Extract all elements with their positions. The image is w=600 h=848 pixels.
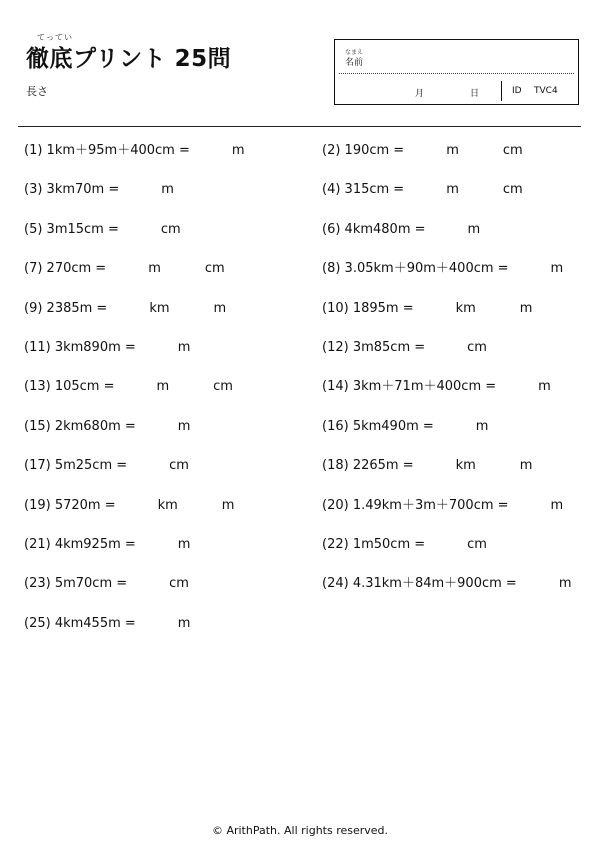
problem-item (322, 497, 564, 514)
id-value: TVC4 (534, 86, 558, 96)
problem-expression: 270cm = (42, 261, 107, 277)
month-label: 月 (415, 89, 425, 99)
problem-expression: 4km925m = (50, 537, 136, 552)
problem-expression: 2km680m = (50, 418, 136, 434)
header-divider (18, 126, 581, 127)
problem-number: (18) (322, 458, 349, 474)
problem-item (24, 458, 189, 474)
problem-expression: 5km490m = (348, 418, 434, 434)
answer-unit: m (177, 418, 191, 434)
problem-expression: 5720m = (50, 497, 116, 513)
answer-unit: m (538, 379, 551, 395)
page-title: 徹底プリント 25問 (26, 46, 232, 72)
answer-unit: m (446, 143, 459, 158)
problem-number: (11) (24, 340, 51, 355)
problem-expression: 5m70cm = (50, 576, 128, 592)
answer-unit: km (157, 497, 178, 513)
problem-number: (8) (322, 261, 341, 277)
problem-item (322, 379, 551, 395)
day-label: 日 (470, 89, 480, 99)
problem-number: (17) (24, 458, 51, 474)
problem-expression: 4km480m = (340, 221, 426, 237)
problem-number: (9) (24, 300, 43, 316)
answer-unit: cm (213, 379, 233, 395)
problem-item (322, 458, 533, 474)
answer-unit: m (161, 182, 174, 198)
problem-item (322, 340, 487, 356)
problem-item (322, 537, 487, 553)
problem-number: (22) (322, 537, 349, 552)
problem-number: (21) (24, 537, 51, 552)
name-furigana: なまえ (345, 49, 364, 56)
problem-item (24, 261, 225, 277)
problem-number: (1) (24, 143, 43, 158)
problem-number: (15) (24, 418, 51, 434)
problem-number: (23) (24, 576, 51, 592)
problem-number: (24) (322, 576, 349, 592)
problem-item (24, 418, 191, 435)
problem-number: (2) (322, 143, 341, 158)
problem-number: (12) (322, 340, 349, 355)
problem-expression: 315cm = (340, 182, 405, 198)
problem-item (24, 300, 227, 317)
answer-unit: cm (502, 143, 523, 158)
problem-expression: 3km890m = (50, 340, 136, 355)
problem-expression: 3m15cm = (42, 221, 119, 237)
problem-expression: 3.05km＋90m＋400cm = (340, 261, 509, 277)
problem-number: (25) (24, 615, 51, 631)
problem-number: (14) (322, 379, 349, 395)
problem-expression: 4.31km＋84m＋900cm = (348, 576, 517, 592)
problem-expression: 2265m = (348, 458, 414, 474)
answer-unit: cm (502, 182, 523, 198)
problem-expression: 1m50cm = (348, 537, 426, 552)
problem-item (24, 379, 233, 395)
problem-item (24, 221, 181, 238)
problem-item (322, 576, 572, 592)
problem-expression: 1.49km＋3m＋700cm = (348, 497, 509, 513)
problem-number: (13) (24, 379, 51, 395)
problem-expression: 4km455m = (50, 615, 136, 631)
answer-unit: m (177, 340, 191, 355)
problem-number: (4) (322, 182, 341, 198)
problem-item (24, 340, 191, 356)
problem-expression: 1km＋95m＋400cm = (42, 143, 190, 158)
problem-item (322, 418, 489, 435)
problem-number: (20) (322, 497, 349, 513)
problem-item (322, 143, 523, 159)
copyright-footer: © ArithPath. All rights reserved. (211, 824, 389, 837)
answer-unit: cm (467, 537, 487, 552)
answer-unit: m (213, 300, 227, 316)
problem-number: (3) (24, 182, 43, 198)
problem-item (322, 221, 481, 238)
answer-unit: cm (169, 458, 189, 474)
answer-unit: cm (169, 576, 189, 592)
problem-item (24, 615, 191, 632)
problem-expression: 105cm = (50, 379, 115, 395)
answer-unit: km (149, 300, 170, 316)
answer-unit: m (475, 418, 489, 434)
answer-unit: m (550, 497, 564, 513)
answer-unit: km (455, 300, 476, 316)
problem-item (322, 300, 533, 317)
problem-number: (19) (24, 497, 51, 513)
problem-item (322, 182, 523, 198)
page-subtitle: 長さ (26, 85, 48, 98)
id-separator (501, 81, 502, 101)
answer-unit: km (455, 458, 476, 474)
problem-number: (6) (322, 221, 341, 237)
answer-unit: m (519, 458, 533, 474)
answer-unit: m (550, 261, 564, 277)
answer-unit: m (558, 576, 572, 592)
problem-expression: 3m85cm = (348, 340, 426, 355)
title-ruby: てってい (37, 33, 73, 42)
problem-expression: 5m25cm = (50, 458, 128, 474)
problem-expression: 3km＋71m＋400cm = (348, 379, 497, 395)
problem-item (24, 537, 191, 553)
answer-unit: m (148, 261, 161, 277)
name-dotted-line (339, 73, 574, 74)
answer-unit: m (231, 143, 245, 158)
problem-number: (16) (322, 418, 349, 434)
problem-number: (10) (322, 300, 349, 316)
problem-number: (5) (24, 221, 43, 237)
problem-item (24, 497, 235, 514)
problem-item (322, 261, 564, 277)
answer-unit: m (519, 300, 533, 316)
problem-item (24, 576, 189, 592)
answer-unit: m (446, 182, 459, 198)
problem-item (24, 143, 245, 159)
answer-unit: cm (160, 221, 181, 237)
name-label: 名前 (345, 58, 364, 68)
problem-number: (7) (24, 261, 43, 277)
name-box (334, 39, 579, 105)
answer-unit: m (221, 497, 235, 513)
problem-expression: 190cm = (340, 143, 405, 158)
answer-unit: m (177, 615, 191, 631)
answer-unit: m (467, 221, 481, 237)
answer-unit: m (156, 379, 170, 395)
id-label: ID (512, 86, 522, 96)
problem-item (24, 182, 174, 198)
answer-unit: cm (204, 261, 225, 277)
problem-expression: 2385m = (42, 300, 108, 316)
answer-unit: cm (467, 340, 487, 355)
answer-unit: m (177, 537, 191, 552)
problem-expression: 3km70m = (42, 182, 120, 198)
problem-expression: 1895m = (348, 300, 414, 316)
